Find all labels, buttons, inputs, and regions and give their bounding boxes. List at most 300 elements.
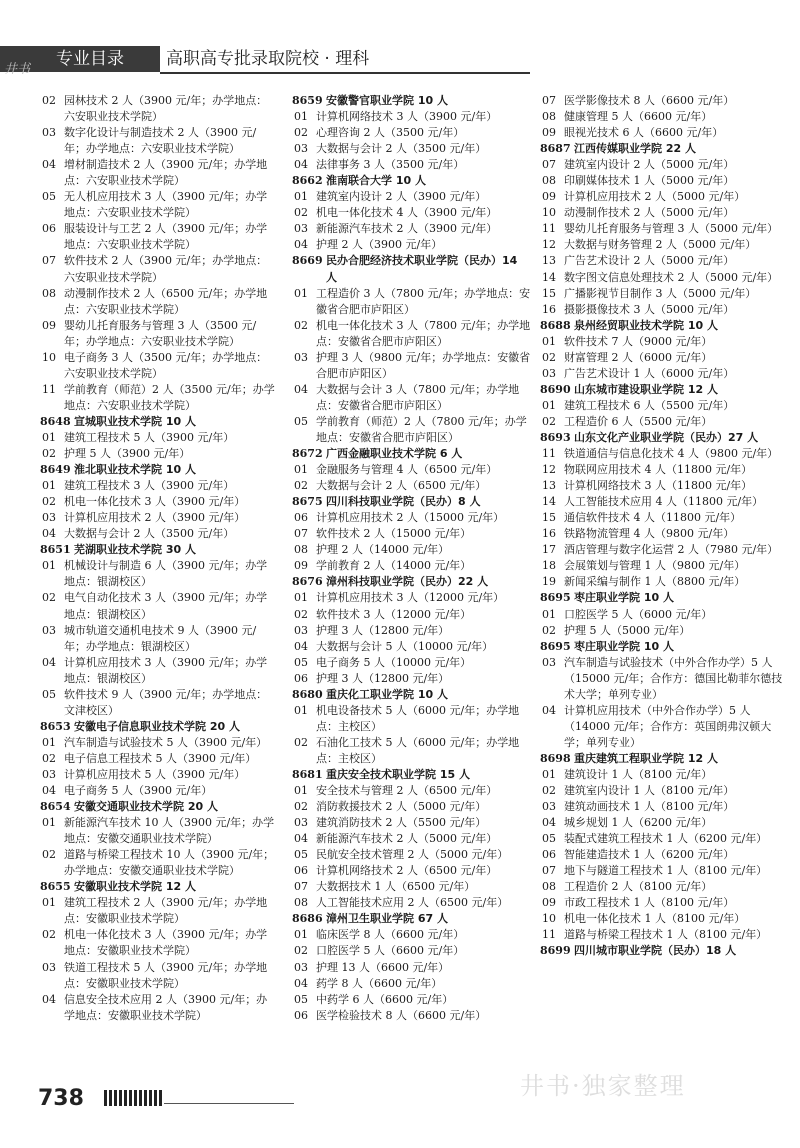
major-text: 婴幼儿托育服务与管理 3 人（3500 元/年；办学地点：六安职业技术学院） — [64, 318, 257, 348]
major-code: 04 — [542, 816, 556, 830]
major-text: 护理 5 人（5000 元/年） — [564, 623, 691, 637]
major-text: 建筑工程技术 6 人（5500 元/年） — [564, 398, 735, 412]
major-code: 11 — [542, 222, 556, 236]
major-text: 机械设计与制造 6 人（3900 元/年；办学地点：银湖校区） — [64, 559, 268, 589]
school-entry — [40, 414, 278, 430]
major-text: 护理 3 人（12800 元/年） — [316, 623, 450, 637]
major-code: 04 — [294, 158, 308, 172]
major-text: 汽车制造与试验技术 5 人（3900 元/年） — [64, 735, 268, 749]
school-name: 安徽电子信息职业技术学院 20 人 — [74, 719, 240, 733]
major-text: 护理 2 人（3900 元/年） — [316, 238, 443, 252]
major-text: 计算机网络技术 3 人（3900 元/年） — [316, 110, 498, 124]
major-text: 护理 13 人（6600 元/年） — [316, 960, 450, 974]
major-text: 大数据与会计 5 人（10000 元/年） — [316, 639, 494, 653]
major-text: 机电一体化技术 3 人（3900 元/年） — [64, 495, 246, 509]
major-entry — [292, 655, 532, 671]
major-text: 建筑室内设计 1 人（8100 元/年） — [564, 784, 735, 798]
school-entry — [540, 639, 784, 655]
major-code: 03 — [294, 623, 308, 637]
major-text: 无人机应用技术 3 人（3900 元/年；办学地点：六安职业技术学院） — [64, 190, 268, 220]
school-code: 8695 — [540, 639, 571, 653]
major-text: 民航安全技术管理 2 人（5000 元/年） — [316, 848, 509, 862]
major-entry — [540, 125, 784, 141]
major-text: 摄影摄像技术 3 人（5000 元/年） — [564, 302, 735, 316]
major-code: 01 — [42, 559, 56, 573]
major-entry — [40, 558, 278, 590]
major-text: 机电一体化技术 4 人（3900 元/年） — [316, 206, 498, 220]
major-text: 汽车制造与试验技术（中外合作办学）5 人（15000 元/年；合作方：德国比勒菲尔德技术大学；单列专业） — [564, 655, 783, 701]
school-entry — [292, 173, 532, 189]
major-code: 13 — [542, 254, 556, 268]
major-text: 数字化设计与制造技术 2 人（3900 元/年；办学地点：六安职业技术学院） — [64, 126, 257, 156]
major-code: 01 — [294, 463, 308, 477]
major-text: 计算机应用技术 5 人（3900 元/年） — [64, 767, 246, 781]
major-entry — [292, 350, 532, 382]
major-code: 04 — [42, 655, 56, 669]
major-code: 02 — [294, 479, 308, 493]
page-number: 738 — [38, 1086, 84, 1111]
major-entry — [540, 173, 784, 189]
major-text: 广告艺术设计 1 人（6000 元/年） — [564, 366, 735, 380]
major-code: 11 — [42, 382, 56, 396]
school-entry — [40, 719, 278, 735]
school-code: 8690 — [540, 382, 571, 396]
major-code: 09 — [542, 896, 556, 910]
school-name: 重庆安全技术职业学院 15 人 — [326, 767, 470, 781]
major-entry — [540, 911, 784, 927]
major-text: 婴幼儿托育服务与管理 3 人（5000 元/年） — [564, 222, 779, 236]
school-entry — [540, 318, 784, 334]
major-code: 02 — [42, 495, 56, 509]
major-code: 15 — [542, 286, 556, 300]
school-code: 8669 — [292, 254, 323, 268]
major-entry — [40, 590, 278, 622]
major-code: 05 — [542, 832, 556, 846]
school-entry — [40, 462, 278, 478]
major-text: 计算机网络技术 3 人（11800 元/年） — [564, 479, 753, 493]
major-code: 03 — [294, 222, 308, 236]
major-entry — [540, 703, 784, 751]
major-entry — [540, 398, 784, 414]
school-entry — [540, 430, 784, 446]
major-code: 10 — [542, 912, 556, 926]
major-text: 城市轨道交通机电技术 9 人（3900 元/年；办学地点：银湖校区） — [64, 623, 257, 653]
major-entry — [40, 895, 278, 927]
major-code: 02 — [542, 784, 556, 798]
major-entry — [292, 221, 532, 237]
major-text: 建筑室内设计 2 人（3900 元/年） — [316, 190, 487, 204]
major-code: 04 — [294, 832, 308, 846]
school-entry — [540, 382, 784, 398]
major-entry — [40, 382, 278, 414]
major-text: 人工智能技术应用 4 人（11800 元/年） — [564, 495, 764, 509]
major-text: 心理咨询 2 人（3500 元/年） — [316, 126, 465, 140]
school-code: 8693 — [540, 430, 571, 444]
major-entry — [540, 655, 784, 703]
major-code: 03 — [542, 655, 556, 669]
major-entry — [540, 414, 784, 430]
page-header — [0, 46, 800, 76]
major-text: 软件技术 9 人（3900 元/年；办学地点：文津校区） — [64, 687, 268, 717]
major-code: 02 — [294, 800, 308, 814]
school-code: 8698 — [540, 751, 571, 765]
major-text: 道路与桥梁工程技术 10 人（3900 元/年；办学地点：安徽交通职业技术学院） — [64, 848, 275, 878]
major-entry — [540, 879, 784, 895]
major-text: 园林技术 2 人（3900 元/年；办学地点：六安职业技术学院） — [64, 94, 268, 124]
major-entry — [540, 863, 784, 879]
major-code: 02 — [294, 944, 308, 958]
major-entry — [540, 270, 784, 286]
major-text: 道路与桥梁工程技术 1 人（8100 元/年） — [564, 928, 768, 942]
section-tab: 专业目录 — [0, 46, 160, 72]
major-code: 09 — [42, 318, 56, 332]
major-entry — [292, 590, 532, 606]
school-code: 8676 — [292, 575, 323, 589]
major-code: 06 — [42, 222, 56, 236]
major-entry — [40, 623, 278, 655]
major-entry — [540, 446, 784, 462]
major-entry — [540, 542, 784, 558]
major-code: 02 — [294, 206, 308, 220]
major-text: 建筑工程技术 5 人（3900 元/年） — [64, 430, 235, 444]
major-text: 临床医学 8 人（6600 元/年） — [316, 928, 465, 942]
major-code: 04 — [42, 784, 56, 798]
major-code: 02 — [42, 751, 56, 765]
major-code: 06 — [294, 511, 308, 525]
school-name: 枣庄职业学院 10 人 — [574, 591, 674, 605]
major-code: 04 — [542, 703, 556, 717]
major-entry — [540, 366, 784, 382]
major-text: 大数据与会计 2 人（3500 元/年） — [64, 527, 235, 541]
major-code: 11 — [542, 928, 556, 942]
school-entry — [292, 687, 532, 703]
major-text: 动漫制作技术 2 人（5000 元/年） — [564, 206, 735, 220]
major-text: 机电设备技术 5 人（6000 元/年；办学地点：主校区） — [316, 703, 520, 733]
major-code: 02 — [294, 126, 308, 140]
major-entry — [292, 943, 532, 959]
major-code: 03 — [294, 142, 308, 156]
major-code: 12 — [542, 463, 556, 477]
major-text: 电子商务 3 人（3500 元/年；办学地点：六安职业技术学院） — [64, 350, 268, 380]
school-name: 安徽交通职业技术学院 20 人 — [74, 800, 218, 814]
major-entry — [540, 558, 784, 574]
major-entry — [540, 205, 784, 221]
major-entry — [292, 237, 532, 253]
major-entry — [292, 783, 532, 799]
major-text: 动漫制作技术 2 人（6500 元/年；办学地点：六安职业技术学院） — [64, 286, 268, 316]
major-entry — [40, 526, 278, 542]
major-text: 机电一体化技术 3 人（3900 元/年；办学地点：安徽职业技术学院） — [64, 928, 268, 958]
major-code: 08 — [542, 174, 556, 188]
major-code: 05 — [42, 190, 56, 204]
major-code: 16 — [542, 527, 556, 541]
major-entry — [40, 815, 278, 847]
major-code: 01 — [542, 398, 556, 412]
major-text: 健康管理 5 人（6600 元/年） — [564, 110, 713, 124]
major-code: 14 — [542, 270, 556, 284]
major-entry — [292, 960, 532, 976]
major-text: 通信软件技术 4 人（11800 元/年） — [564, 511, 742, 525]
major-entry — [40, 157, 278, 189]
major-entry — [540, 157, 784, 173]
major-code: 01 — [42, 816, 56, 830]
major-entry — [292, 109, 532, 125]
major-text: 大数据与会计 2 人（6500 元/年） — [316, 479, 487, 493]
major-text: 新能源汽车技术 10 人（3900 元/年；办学地点：安徽交通职业技术学院） — [64, 816, 275, 846]
school-name: 重庆建筑工程职业学院 12 人 — [574, 751, 718, 765]
major-entry — [40, 783, 278, 799]
school-entry — [40, 542, 278, 558]
school-name: 淮北职业技术学院 10 人 — [74, 463, 196, 477]
school-entry — [540, 751, 784, 767]
major-code: 08 — [542, 880, 556, 894]
major-code: 02 — [42, 447, 56, 461]
major-entry — [540, 831, 784, 847]
major-code: 04 — [42, 527, 56, 541]
major-text: 铁道工程技术 5 人（3900 元/年；办学地点：安徽职业技术学院） — [64, 960, 268, 990]
major-entry — [40, 655, 278, 687]
major-entry — [292, 735, 532, 767]
school-code: 8648 — [40, 414, 71, 428]
major-code: 17 — [542, 543, 556, 557]
major-code: 07 — [294, 880, 308, 894]
major-code: 04 — [42, 158, 56, 172]
major-text: 广告艺术设计 2 人（5000 元/年） — [564, 254, 735, 268]
major-entry — [40, 992, 278, 1024]
major-text: 新能源汽车技术 2 人（3900 元/年） — [316, 222, 498, 236]
major-text: 财富管理 2 人（6000 元/年） — [564, 350, 713, 364]
major-entry — [540, 815, 784, 831]
major-text: 大数据技术 1 人（6500 元/年） — [316, 880, 476, 894]
major-text: 建筑室内设计 2 人（5000 元/年） — [564, 158, 735, 172]
major-entry — [540, 462, 784, 478]
major-code: 19 — [542, 575, 556, 589]
major-text: 会展策划与管理 1 人（9800 元/年） — [564, 559, 746, 573]
major-code: 06 — [294, 1008, 308, 1022]
major-text: 石油化工技术 5 人（6000 元/年；办学地点：主校区） — [316, 735, 520, 765]
major-code: 03 — [542, 800, 556, 814]
major-code: 01 — [294, 286, 308, 300]
major-entry — [292, 847, 532, 863]
major-code: 12 — [542, 238, 556, 252]
major-entry — [292, 976, 532, 992]
major-text: 眼视光技术 6 人（6600 元/年） — [564, 126, 724, 140]
major-entry — [292, 863, 532, 879]
major-entry — [540, 895, 784, 911]
major-code: 02 — [42, 848, 56, 862]
major-text: 广播影视节目制作 3 人（5000 元/年） — [564, 286, 757, 300]
major-code: 02 — [42, 591, 56, 605]
major-entry — [40, 735, 278, 751]
major-code: 07 — [42, 254, 56, 268]
major-code: 02 — [542, 350, 556, 364]
major-text: 机电一体化技术 1 人（8100 元/年） — [564, 912, 746, 926]
school-code: 8687 — [540, 142, 571, 156]
school-code: 8680 — [292, 687, 323, 701]
major-entry — [292, 205, 532, 221]
major-text: 铁路物流管理 4 人（9800 元/年） — [564, 527, 735, 541]
major-code: 04 — [42, 992, 56, 1006]
major-code: 02 — [294, 607, 308, 621]
major-entry — [540, 510, 784, 526]
school-name: 漳州卫生职业学院 67 人 — [326, 912, 448, 926]
major-text: 建筑工程技术 3 人（3900 元/年） — [64, 479, 235, 493]
major-text: 中药学 6 人（6600 元/年） — [316, 992, 454, 1006]
major-code: 03 — [542, 366, 556, 380]
major-entry — [540, 526, 784, 542]
major-text: 护理 3 人（12800 元/年） — [316, 671, 450, 685]
major-text: 城乡规划 1 人（6200 元/年） — [564, 816, 713, 830]
footer-barcode-decoration — [104, 1090, 164, 1106]
major-entry — [40, 430, 278, 446]
major-entry — [40, 847, 278, 879]
major-entry — [292, 992, 532, 1008]
major-text: 护理 5 人（3900 元/年） — [64, 447, 191, 461]
major-code: 05 — [294, 414, 308, 428]
major-code: 05 — [294, 848, 308, 862]
major-code: 01 — [294, 110, 308, 124]
major-code: 04 — [294, 639, 308, 653]
major-entry — [292, 414, 532, 446]
major-entry — [540, 350, 784, 366]
major-text: 机电一体化技术 3 人（7800 元/年；办学地点：安徽省合肥市庐阳区） — [316, 318, 531, 348]
major-code: 03 — [294, 350, 308, 364]
major-code: 08 — [542, 110, 556, 124]
school-code: 8659 — [292, 94, 323, 107]
major-entry — [40, 318, 278, 350]
major-code: 09 — [542, 190, 556, 204]
major-entry — [40, 286, 278, 318]
major-code: 08 — [294, 543, 308, 557]
major-code: 01 — [542, 607, 556, 621]
major-code: 07 — [542, 158, 556, 172]
major-entry — [540, 767, 784, 783]
major-entry — [292, 623, 532, 639]
school-name: 安徽警官职业学院 10 人 — [326, 94, 448, 107]
major-code: 02 — [542, 623, 556, 637]
major-text: 医学影像技术 8 人（6600 元/年） — [564, 94, 735, 107]
major-code: 05 — [294, 655, 308, 669]
major-text: 新能源汽车技术 2 人（5000 元/年） — [316, 832, 498, 846]
major-code: 14 — [542, 495, 556, 509]
major-entry — [292, 125, 532, 141]
school-entry — [292, 446, 532, 462]
major-entry — [540, 237, 784, 253]
major-text: 护理 2 人（14000 元/年） — [316, 543, 450, 557]
major-code: 13 — [542, 479, 556, 493]
major-entry — [40, 960, 278, 992]
school-name: 宣城职业技术学院 10 人 — [74, 414, 196, 428]
major-code: 06 — [294, 864, 308, 878]
major-text: 市政工程技术 1 人（8100 元/年） — [564, 896, 735, 910]
major-entry — [540, 927, 784, 943]
footer-rule — [164, 1103, 294, 1104]
major-entry — [540, 109, 784, 125]
major-text: 学前教育 2 人（14000 元/年） — [316, 559, 472, 573]
school-entry — [292, 767, 532, 783]
major-text: 服装设计与工艺 2 人（3900 元/年；办学地点：六安职业技术学院） — [64, 222, 268, 252]
major-entry — [292, 671, 532, 687]
major-code: 01 — [42, 735, 56, 749]
school-code: 8681 — [292, 767, 323, 781]
major-entry — [292, 478, 532, 494]
major-code: 03 — [42, 511, 56, 525]
major-text: 软件技术 3 人（12000 元/年） — [316, 607, 472, 621]
major-text: 酒店管理与数字化运营 2 人（7980 元/年） — [564, 543, 779, 557]
major-code: 01 — [294, 784, 308, 798]
major-code: 01 — [42, 430, 56, 444]
major-text: 新闻采编与制作 1 人（8800 元/年） — [564, 575, 746, 589]
school-code: 8654 — [40, 800, 71, 814]
major-entry — [292, 895, 532, 911]
major-code: 01 — [294, 190, 308, 204]
major-text: 物联网应用技术 4 人（11800 元/年） — [564, 463, 753, 477]
major-code: 03 — [42, 623, 56, 637]
major-entry — [292, 815, 532, 831]
major-entry — [292, 542, 532, 558]
major-entry — [540, 574, 784, 590]
school-code: 8675 — [292, 495, 323, 509]
major-text: 软件技术 7 人（9000 元/年） — [564, 334, 713, 348]
major-entry — [540, 286, 784, 302]
major-code: 03 — [294, 816, 308, 830]
major-entry — [540, 623, 784, 639]
major-entry — [292, 558, 532, 574]
major-code: 05 — [42, 687, 56, 701]
major-code: 07 — [294, 527, 308, 541]
major-text: 计算机网络技术 2 人（6500 元/年） — [316, 864, 498, 878]
major-code: 02 — [42, 94, 56, 107]
school-name: 四川城市职业学院（民办）18 人 — [574, 944, 737, 958]
major-entry — [292, 927, 532, 943]
major-entry — [40, 687, 278, 719]
school-entry — [40, 799, 278, 815]
major-code: 11 — [542, 447, 556, 461]
major-text: 学前教育（师范）2 人（3500 元/年；办学地点：六安职业技术学院） — [64, 382, 275, 412]
major-entry — [292, 189, 532, 205]
school-name: 重庆化工职业学院 10 人 — [326, 687, 448, 701]
major-text: 大数据与会计 3 人（7800 元/年；办学地点：安徽省合肥市庐阳区） — [316, 382, 520, 412]
major-entry — [292, 831, 532, 847]
school-entry — [292, 494, 532, 510]
major-code: 09 — [542, 126, 556, 140]
major-code: 08 — [294, 896, 308, 910]
school-code: 8655 — [40, 880, 71, 894]
major-code: 04 — [294, 382, 308, 396]
school-entry — [40, 879, 278, 895]
major-entry — [540, 847, 784, 863]
column-3 — [540, 93, 784, 960]
school-entry — [540, 943, 784, 959]
school-name: 泉州经贸职业技术学院 10 人 — [574, 318, 718, 332]
major-text: 计算机应用技术 2 人（3900 元/年） — [64, 511, 246, 525]
major-text: 工程造价 3 人（7800 元/年；办学地点：安徽省合肥市庐阳区） — [316, 286, 531, 316]
major-text: 人工智能技术应用 2 人（6500 元/年） — [316, 896, 509, 910]
major-text: 电子商务 5 人（3900 元/年） — [64, 784, 213, 798]
major-text: 电气自动化技术 3 人（3900 元/年；办学地点：银湖校区） — [64, 591, 268, 621]
major-text: 计算机应用技术 3 人（3900 元/年；办学地点：银湖校区） — [64, 655, 268, 685]
major-entry — [540, 783, 784, 799]
major-code: 02 — [542, 414, 556, 428]
page-title: 高职高专批录取院校 · 理科 — [166, 49, 370, 69]
major-text: 电子商务 5 人（10000 元/年） — [316, 655, 472, 669]
school-name: 山东文化产业职业学院（民办）27 人 — [574, 430, 759, 444]
major-entry — [540, 253, 784, 269]
school-code: 8662 — [292, 174, 323, 188]
major-text: 工程造价 6 人（5500 元/年） — [564, 414, 713, 428]
major-entry — [540, 607, 784, 623]
school-entry — [292, 574, 532, 590]
